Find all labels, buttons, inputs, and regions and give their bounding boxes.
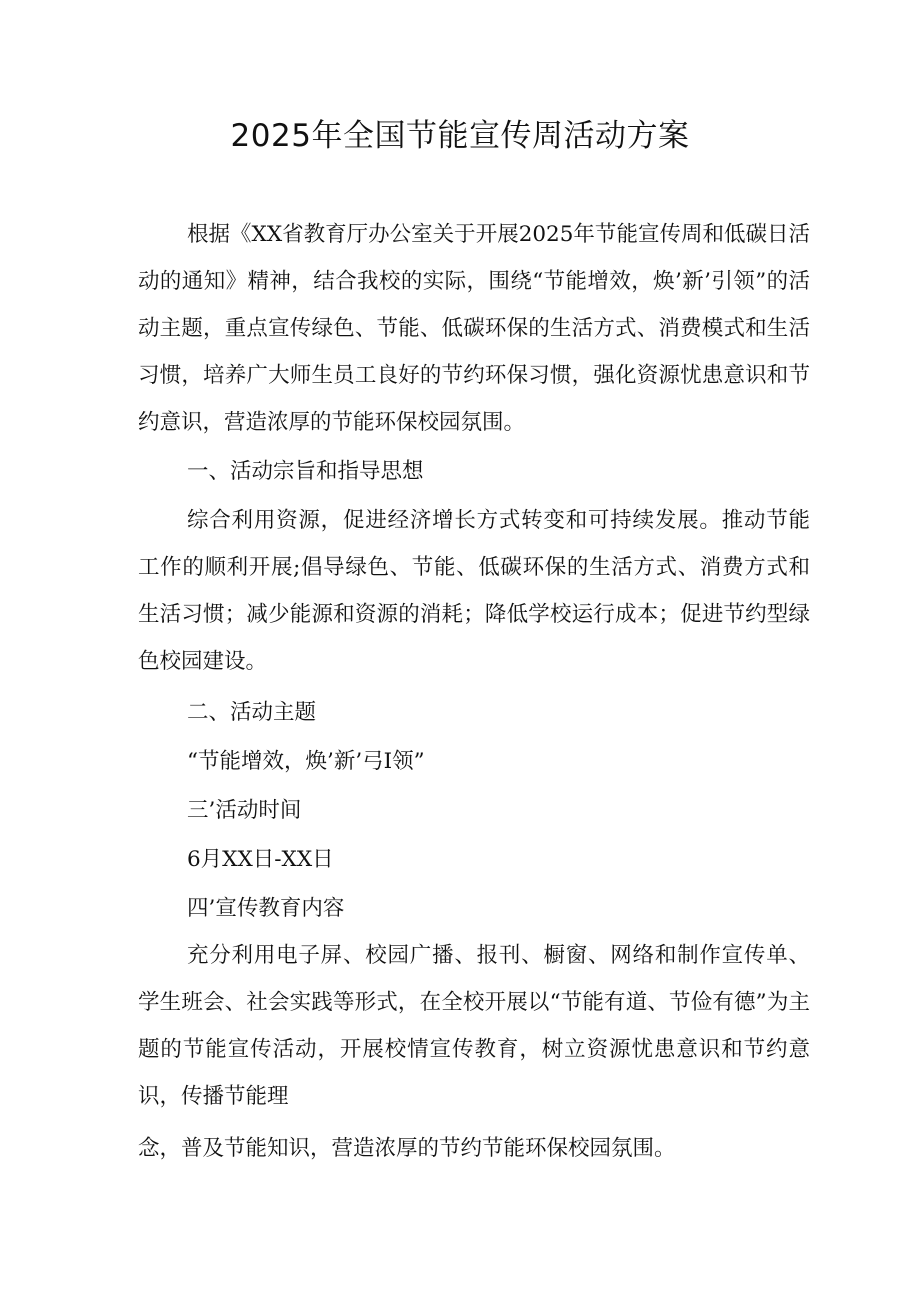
intro-paragraph-block [138,211,810,446]
intro-paragraph: 根据《XX省教育厅办公室关于开展2025年节能宣传周和低碳日活动的通知》精神，结合我校的实际，围绕“节能增效，焕’新’引领”的活动主题，重点宣传绿色、节能、低碳环保的生活方式、消费模式和生活习惯，培养广大师生员工良好的节约环保习惯，强化资源忧患意识和节约意识，营造浓厚的节能环保校园氛围。 [138,222,810,435]
document-title: 2025年全国节能宣传周活动方案 [230,118,690,154]
section2-heading: 二、活动主题 [187,700,317,725]
section4-body: 充分利用电子屏、校园广播、报刊、橱窗、网络和制作宣传单、学生班会、社会实践等形式，在全校开展以“节能有道、节俭有德”为主题的节能宣传活动，开展校情宣传教育，树立资源忧患意识和节约意识，传播节能理 [138,943,810,1109]
section1-heading: 一、活动宗旨和指导思想 [187,459,424,484]
section4-continuation: 念，普及节能知识，营造浓厚的节约节能环保校园氛围。 [138,1136,676,1161]
activity-theme: “节能增效，焕’新’弓I领” [187,749,425,774]
section1-body-block [138,497,810,685]
section1-body: 综合利用资源，促进经济增长方式转变和可持续发展。推动节能工作的顺利开展;倡导绿色、节能、低碳环保的生活方式、消费方式和生活习惯；减少能源和资源的消耗；降低学校运行成本；促进节约型绿色校园建设。 [138,508,810,674]
section3-heading: 三’活动时间 [187,798,302,823]
section4-body-block [138,932,810,1120]
activity-date: 6月XX日-XX日 [187,847,334,872]
section4-heading: 四’宣传教育内容 [187,896,345,921]
